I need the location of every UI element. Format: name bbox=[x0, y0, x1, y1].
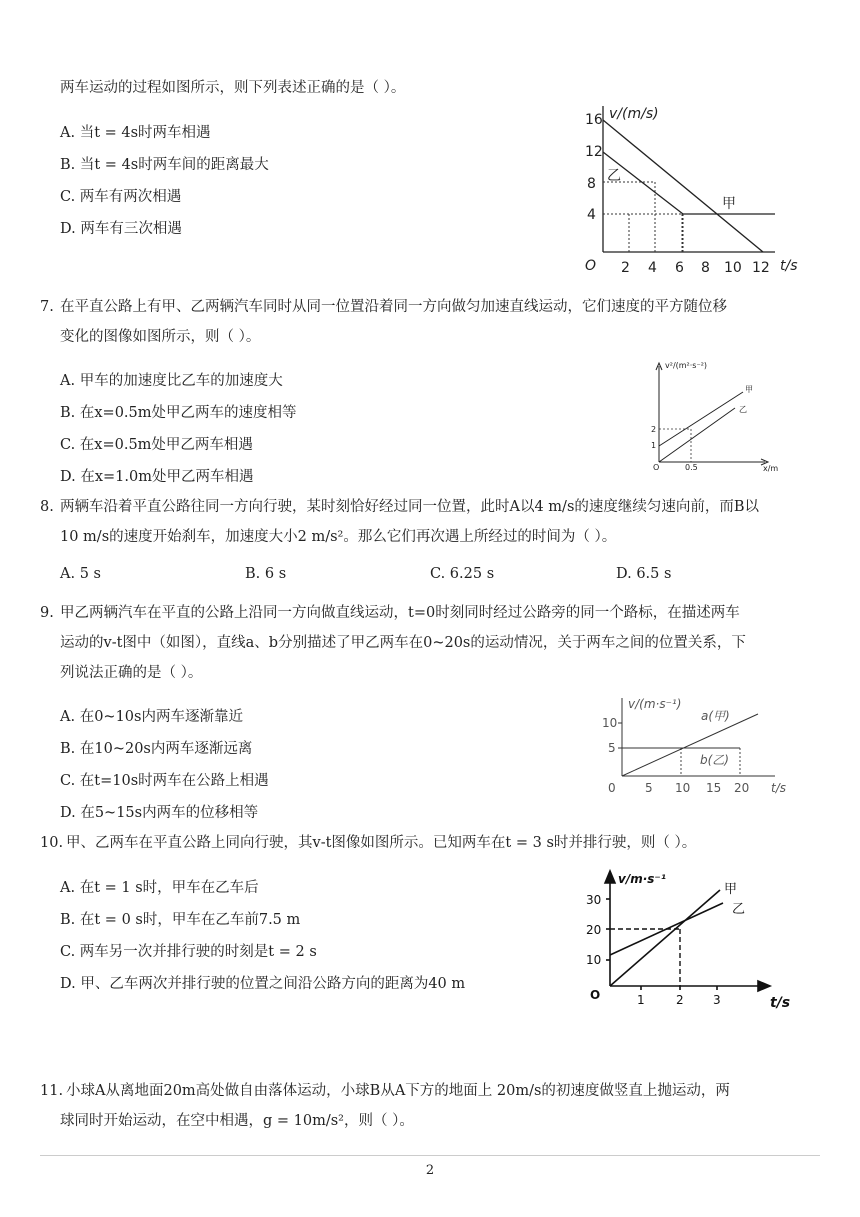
q10-figure bbox=[580, 865, 795, 1025]
q6-xtick: 4 bbox=[648, 260, 657, 276]
q9-ylabel: v/(m·s⁻¹) bbox=[628, 697, 682, 711]
q7-ytick: 1 bbox=[651, 441, 657, 450]
q10-xtick: 3 bbox=[713, 993, 721, 1007]
q8-option-c: C. 6.25 s bbox=[430, 566, 495, 582]
q6-xlabel: t/s bbox=[780, 258, 798, 274]
q7-figure bbox=[645, 358, 785, 473]
q9-figure bbox=[590, 692, 800, 802]
q7-label-jia: 甲 bbox=[745, 385, 753, 394]
q9-stem-line3: 列说法正确的是（ ）。 bbox=[60, 665, 203, 681]
q9-option-b: B. 在10~20s内两车逐渐远离 bbox=[60, 741, 253, 757]
q6-label-jia: 甲 bbox=[722, 196, 736, 212]
q7-ylabel: v²/(m²·s⁻²) bbox=[665, 361, 708, 370]
q8-stem-line2: 10 m/s的速度开始刹车，加速度大小2 m/s²。那么它们再次遇上所经过的时间为（ ）。 bbox=[60, 529, 617, 545]
q6-figure bbox=[575, 100, 800, 278]
q8-option-d: D. 6.5 s bbox=[616, 566, 672, 582]
q11-stem-line2: 球同时开始运动，在空中相遇，g = 10m/s²，则（ ）。 bbox=[60, 1113, 414, 1129]
q7-option-c: C. 在x=0.5m处甲乙两车相遇 bbox=[60, 437, 253, 453]
q7-stem-line2: 变化的图像如图所示，则（ ）。 bbox=[60, 329, 261, 345]
q9-ytick: 10 bbox=[602, 716, 618, 730]
q9-xtick: 15 bbox=[706, 781, 722, 795]
q9-label-a: a(甲) bbox=[701, 709, 730, 723]
q11-number: 11. bbox=[40, 1083, 64, 1099]
q6-xtick: 2 bbox=[621, 260, 630, 276]
q10-stem-text: 甲、乙两车在平直公路上同向行驶，其v-t图像如图所示。已知两车在t = 3 s时并排行驶，则（ ）。 bbox=[66, 835, 697, 851]
q10-xtick: 2 bbox=[676, 993, 684, 1007]
q11-stem-text: 小球A从离地面20m高处做自由落体运动，小球B从A下方的地面上 20m/s的初速度做竖直上抛运动，两 bbox=[66, 1083, 730, 1099]
q10-ylabel: v/m·s⁻¹ bbox=[618, 872, 666, 886]
q10-option-b: B. 在t = 0 s时，甲车在乙车前7.5 m bbox=[60, 912, 301, 928]
q8-number: 8. bbox=[40, 499, 54, 515]
q6-xtick: 8 bbox=[701, 260, 710, 276]
q10-stem bbox=[40, 828, 800, 858]
q10-line-jia bbox=[610, 890, 720, 986]
q7-option-d: D. 在x=1.0m处甲乙两车相遇 bbox=[60, 469, 254, 485]
q10-option-c: C. 两车另一次并排行驶的时刻是t = 2 s bbox=[60, 944, 317, 960]
q10-label-yi: 乙 bbox=[732, 902, 746, 917]
q7-stem-text: 在平直公路上有甲、乙两辆汽车同时从同一位置沿着同一方向做匀加速直线运动，它们速度的平方随位移 bbox=[60, 299, 727, 315]
q6-label-yi: 乙 bbox=[607, 168, 621, 184]
q6-ytick: 4 bbox=[587, 207, 596, 223]
q10-xtick: 1 bbox=[637, 993, 645, 1007]
q9-xtick: 20 bbox=[734, 781, 750, 795]
q6-option-b: B. 当t = 4s时两车间的距离最大 bbox=[60, 157, 269, 173]
q10-ytick: 10 bbox=[586, 953, 602, 967]
q9-xtick: 10 bbox=[675, 781, 691, 795]
q7-line-yi bbox=[659, 408, 735, 462]
q6-xtick: 6 bbox=[675, 260, 684, 276]
q6-line-yi bbox=[603, 120, 763, 252]
q7-option-a: A. 甲车的加速度比乙车的加速度大 bbox=[60, 373, 283, 389]
q10-option-d: D. 甲、乙车两次并排行驶的位置之间沿公路方向的距离为40 m bbox=[60, 976, 466, 992]
q9-option-c: C. 在t=10s时两车在公路上相遇 bbox=[60, 773, 269, 789]
q9-stem-line2: 运动的v-t图中（如图），直线a、b分别描述了甲乙两车在0~20s的运动情况，关于两车之间的位置关系，下 bbox=[60, 635, 746, 651]
q10-ytick: 30 bbox=[586, 893, 602, 907]
q7-stem-line1 bbox=[40, 292, 800, 322]
q8-stem-text: 两辆车沿着平直公路往同一方向行驶，某时刻恰好经过同一位置，此时A以4 m/s的速度继续匀速向前，而B以 bbox=[60, 499, 760, 515]
footer-divider bbox=[40, 1155, 820, 1156]
q6-option-d: D. 两车有三次相遇 bbox=[60, 221, 182, 237]
q7-origin: O bbox=[653, 463, 660, 472]
q10-label-jia: 甲 bbox=[724, 882, 738, 897]
q11-stem-line1 bbox=[40, 1076, 800, 1106]
q6-origin: O bbox=[585, 258, 597, 274]
q6-xtick: 12 bbox=[752, 260, 770, 276]
q6-ylabel: v/(m/s) bbox=[609, 106, 659, 122]
q10-ytick: 20 bbox=[586, 923, 602, 937]
q6-option-c: C. 两车有两次相遇 bbox=[60, 189, 182, 205]
q7-option-b: B. 在x=0.5m处甲乙两车的速度相等 bbox=[60, 405, 297, 421]
q9-origin: 0 bbox=[608, 781, 616, 795]
q9-line-a bbox=[622, 714, 758, 776]
q8-option-b: B. 6 s bbox=[245, 566, 287, 582]
q9-xlabel: t/s bbox=[771, 781, 786, 795]
q9-xtick: 5 bbox=[645, 781, 653, 795]
q9-number: 9. bbox=[40, 605, 54, 621]
q9-option-d: D. 在5~15s内两车的位移相等 bbox=[60, 805, 259, 821]
q6-ytick: 16 bbox=[585, 112, 603, 128]
q10-xlabel: t/s bbox=[770, 995, 791, 1011]
q7-xlabel: x/m bbox=[763, 464, 779, 473]
q10-origin: O bbox=[590, 988, 601, 1002]
q8-stem-line1 bbox=[40, 492, 800, 522]
q6-ytick: 8 bbox=[587, 176, 596, 192]
q9-option-a: A. 在0~10s内两车逐渐靠近 bbox=[60, 709, 243, 725]
q9-stem-text: 甲乙两辆汽车在平直的公路上沿同一方向做直线运动，t=0时刻同时经过公路旁的同一个路标，在描述两车 bbox=[60, 605, 740, 621]
q6-stem: 两车运动的过程如图所示，则下列表述正确的是（ ）。 bbox=[60, 80, 406, 96]
q9-ytick: 5 bbox=[608, 741, 616, 755]
q6-ytick: 12 bbox=[585, 144, 603, 160]
q6-option-a: A. 当t = 4s时两车相遇 bbox=[60, 125, 211, 141]
q8-option-a: A. 5 s bbox=[60, 566, 101, 582]
q7-label-yi: 乙 bbox=[739, 405, 747, 414]
q7-number: 7. bbox=[40, 299, 54, 315]
q6-xtick: 10 bbox=[724, 260, 742, 276]
q7-line-jia bbox=[659, 392, 743, 446]
page-number: 2 bbox=[425, 1163, 435, 1178]
q7-xtick: 0.5 bbox=[685, 463, 698, 472]
q7-ytick: 2 bbox=[651, 425, 657, 434]
q9-stem-line1 bbox=[40, 598, 800, 628]
q10-number: 10. bbox=[40, 835, 64, 851]
q10-option-a: A. 在t = 1 s时，甲车在乙车后 bbox=[60, 880, 259, 896]
q9-label-b: b(乙) bbox=[700, 753, 729, 767]
